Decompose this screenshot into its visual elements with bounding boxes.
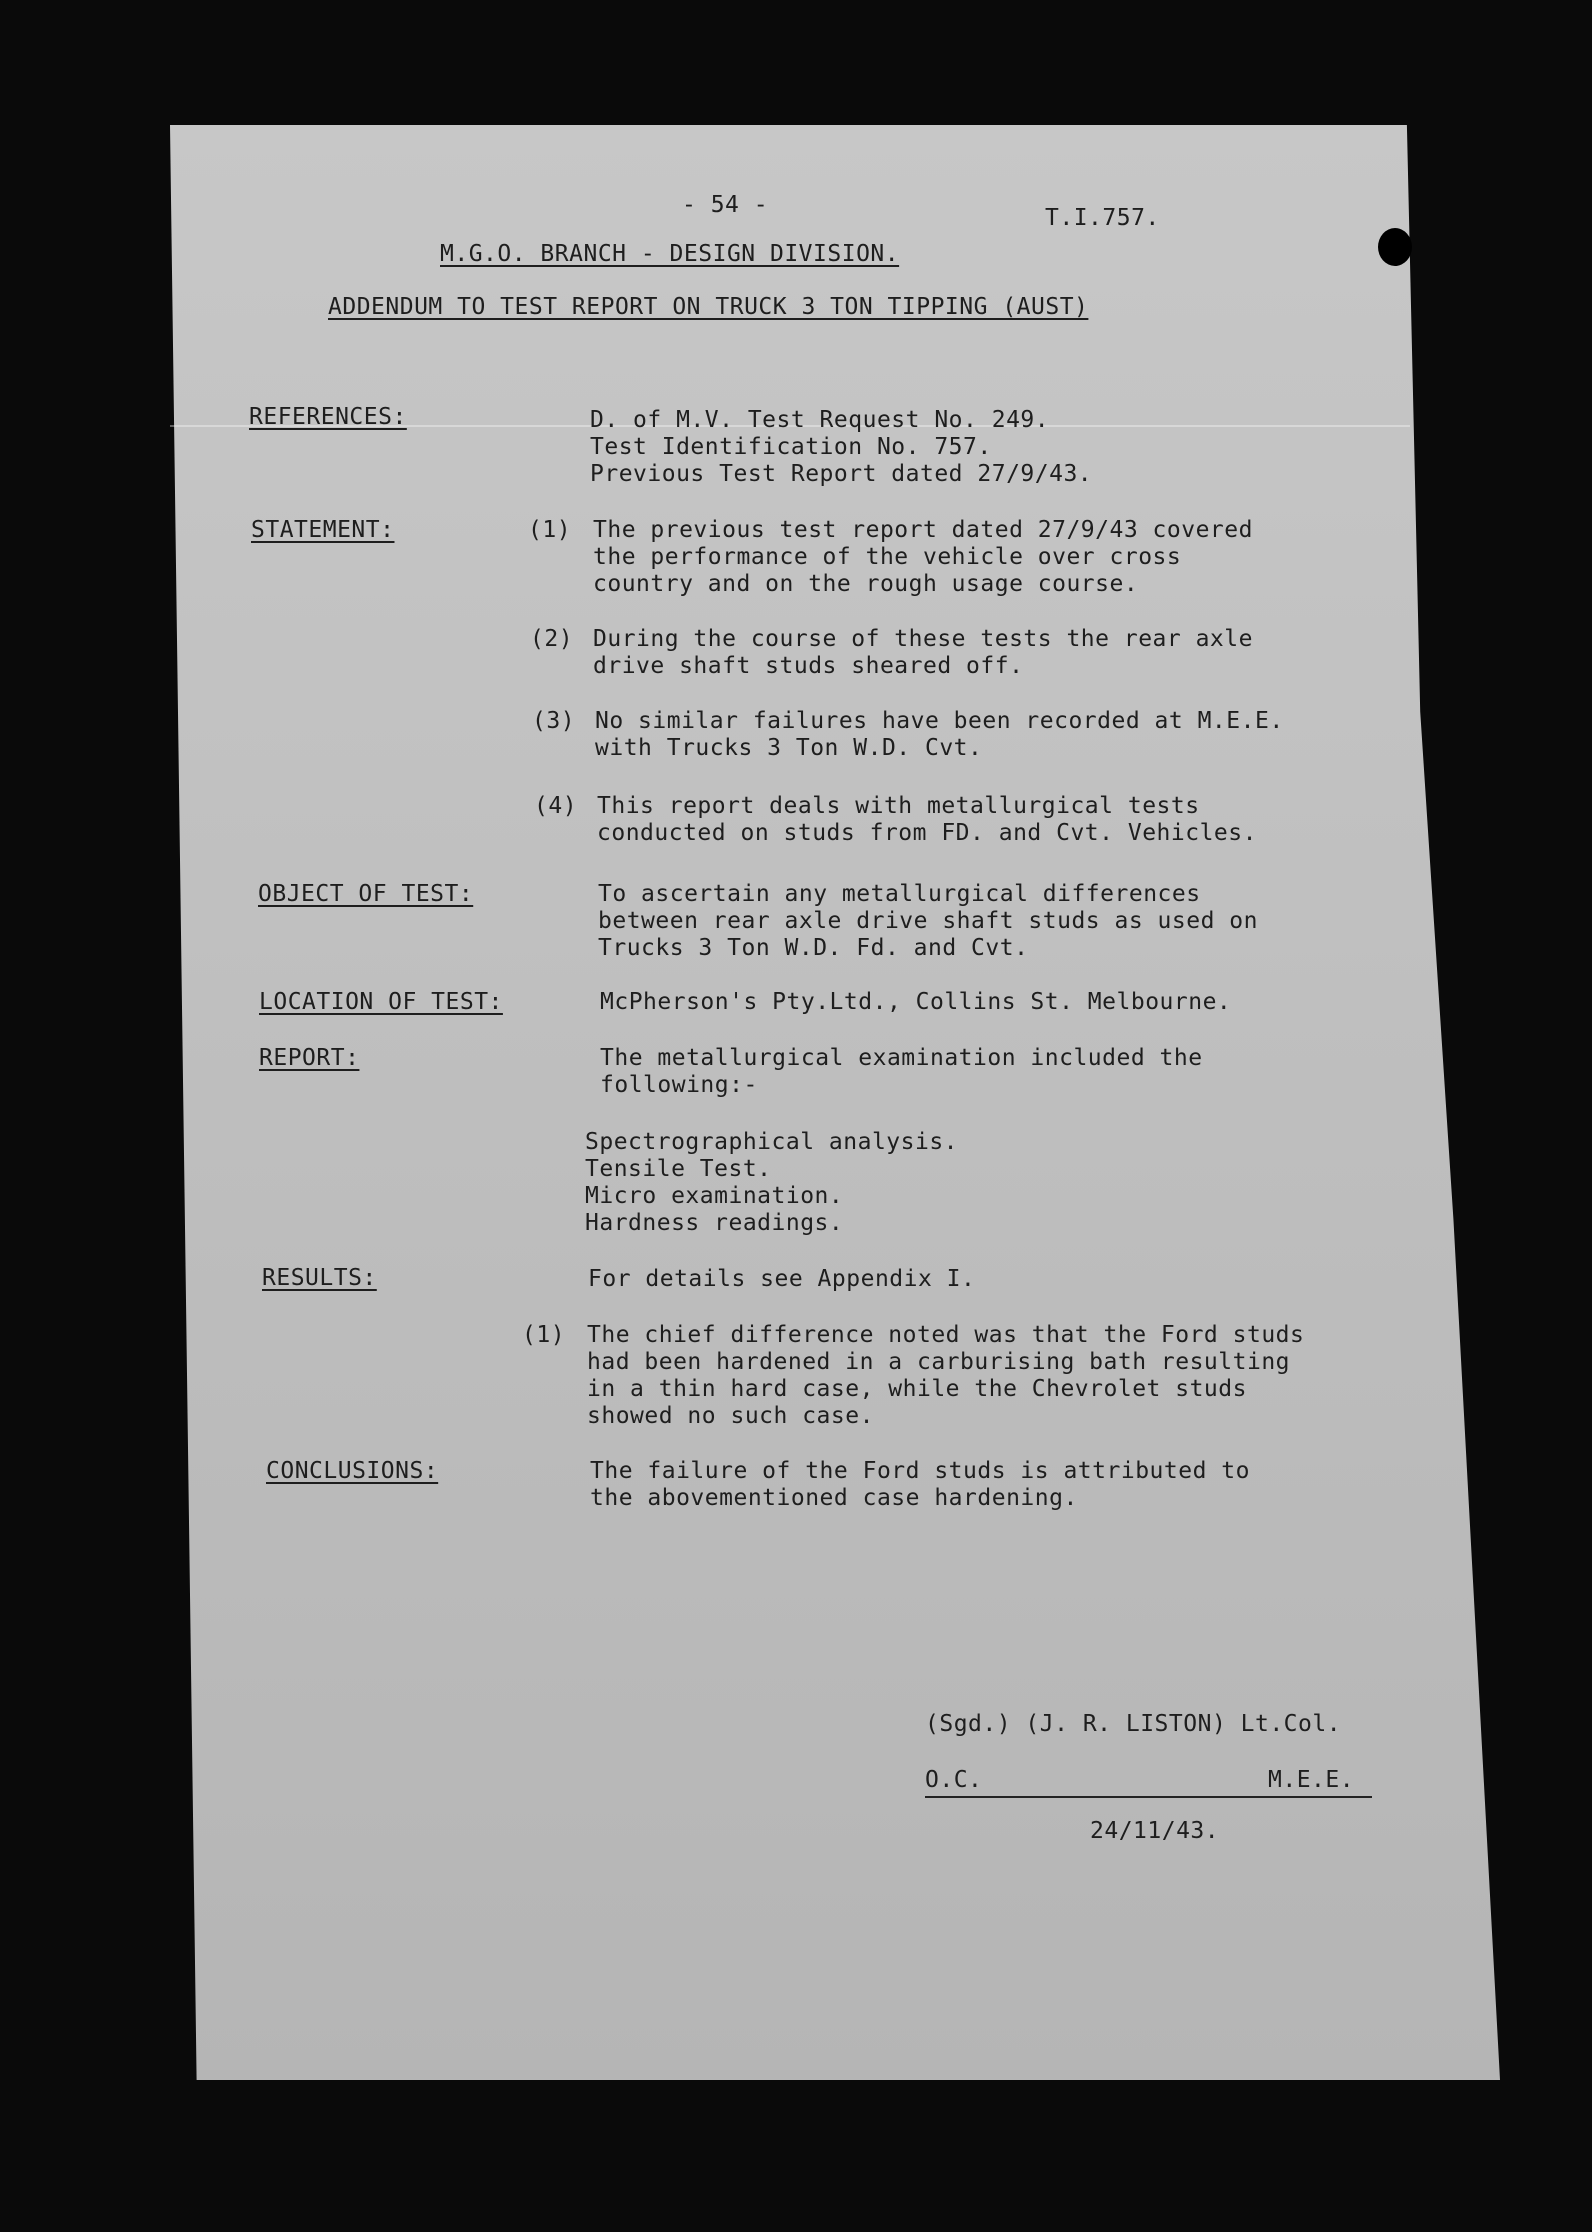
- statement-item-number: (2): [530, 626, 574, 652]
- statement-item-line: drive shaft studs sheared off.: [593, 653, 1024, 679]
- report-line: The metallurgical examination included the: [600, 1045, 1203, 1071]
- signature-underline: [925, 1796, 1372, 1798]
- results-item-line: in a thin hard case, while the Chevrolet studs: [587, 1376, 1247, 1402]
- signature-unit: M.E.E.: [1268, 1767, 1355, 1793]
- location-of-test-text: McPherson's Pty.Ltd., Collins St. Melbourne.: [600, 989, 1232, 1015]
- results-item-line: The chief difference noted was that the Ford studs: [587, 1322, 1305, 1348]
- statement-item-line: The previous test report dated 27/9/43 covered: [593, 517, 1253, 543]
- location-of-test-label: LOCATION OF TEST:: [259, 989, 503, 1015]
- statement-item-line: country and on the rough usage course.: [593, 571, 1139, 597]
- statement-item-number: (1): [528, 517, 572, 543]
- reference-line: Previous Test Report dated 27/9/43.: [590, 461, 1093, 487]
- conclusions-label: CONCLUSIONS:: [266, 1458, 439, 1484]
- report-test-item: Micro examination.: [585, 1183, 844, 1209]
- branch-title: M.G.O. BRANCH - DESIGN DIVISION.: [440, 241, 900, 267]
- statement-item-number: (4): [534, 793, 578, 819]
- results-item-line: showed no such case.: [587, 1403, 874, 1429]
- punch-hole: [1378, 228, 1412, 266]
- statement-item-line: During the course of these tests the rear axle: [593, 626, 1253, 652]
- results-label: RESULTS:: [262, 1265, 377, 1291]
- report-test-item: Spectrographical analysis.: [585, 1129, 959, 1155]
- statement-item-line: conducted on studs from FD. and Cvt. Vehicles.: [597, 820, 1257, 846]
- results-text: For details see Appendix I.: [588, 1266, 976, 1292]
- signature-oc: O.C.: [925, 1767, 983, 1793]
- signature-date: 24/11/43.: [1090, 1818, 1220, 1844]
- statement-item-line: This report deals with metallurgical tests: [597, 793, 1200, 819]
- reference-line: D. of M.V. Test Request No. 249.: [590, 407, 1050, 433]
- references-label: REFERENCES:: [249, 404, 407, 430]
- statement-label: STATEMENT:: [251, 517, 395, 543]
- report-label: REPORT:: [259, 1045, 360, 1071]
- doc-title: ADDENDUM TO TEST REPORT ON TRUCK 3 TON TIPPING (AUST): [328, 294, 1089, 320]
- object-of-test-label: OBJECT OF TEST:: [258, 881, 474, 907]
- statement-item-line: the performance of the vehicle over cross: [593, 544, 1182, 570]
- statement-item-line: with Trucks 3 Ton W.D. Cvt.: [595, 735, 983, 761]
- results-item-number: (1): [522, 1322, 566, 1348]
- page-number: - 54 -: [682, 192, 769, 218]
- conclusions-line: the abovementioned case hardening.: [590, 1485, 1078, 1511]
- results-item-line: had been hardened in a carburising bath resulting: [587, 1349, 1291, 1375]
- report-test-item: Tensile Test.: [585, 1156, 772, 1182]
- reference-line: Test Identification No. 757.: [590, 434, 992, 460]
- statement-item-number: (3): [532, 708, 576, 734]
- doc-reference: T.I.757.: [1045, 205, 1160, 231]
- object-of-test-line: between rear axle drive shaft studs as used on: [598, 908, 1258, 934]
- report-line: following:-: [600, 1072, 758, 1098]
- signature-line: (Sgd.) (J. R. LISTON) Lt.Col.: [925, 1711, 1342, 1737]
- object-of-test-line: To ascertain any metallurgical differences: [598, 881, 1201, 907]
- report-test-item: Hardness readings.: [585, 1210, 844, 1236]
- statement-item-line: No similar failures have been recorded at M.E.E.: [595, 708, 1284, 734]
- conclusions-line: The failure of the Ford studs is attributed to: [590, 1458, 1250, 1484]
- object-of-test-line: Trucks 3 Ton W.D. Fd. and Cvt.: [598, 935, 1029, 961]
